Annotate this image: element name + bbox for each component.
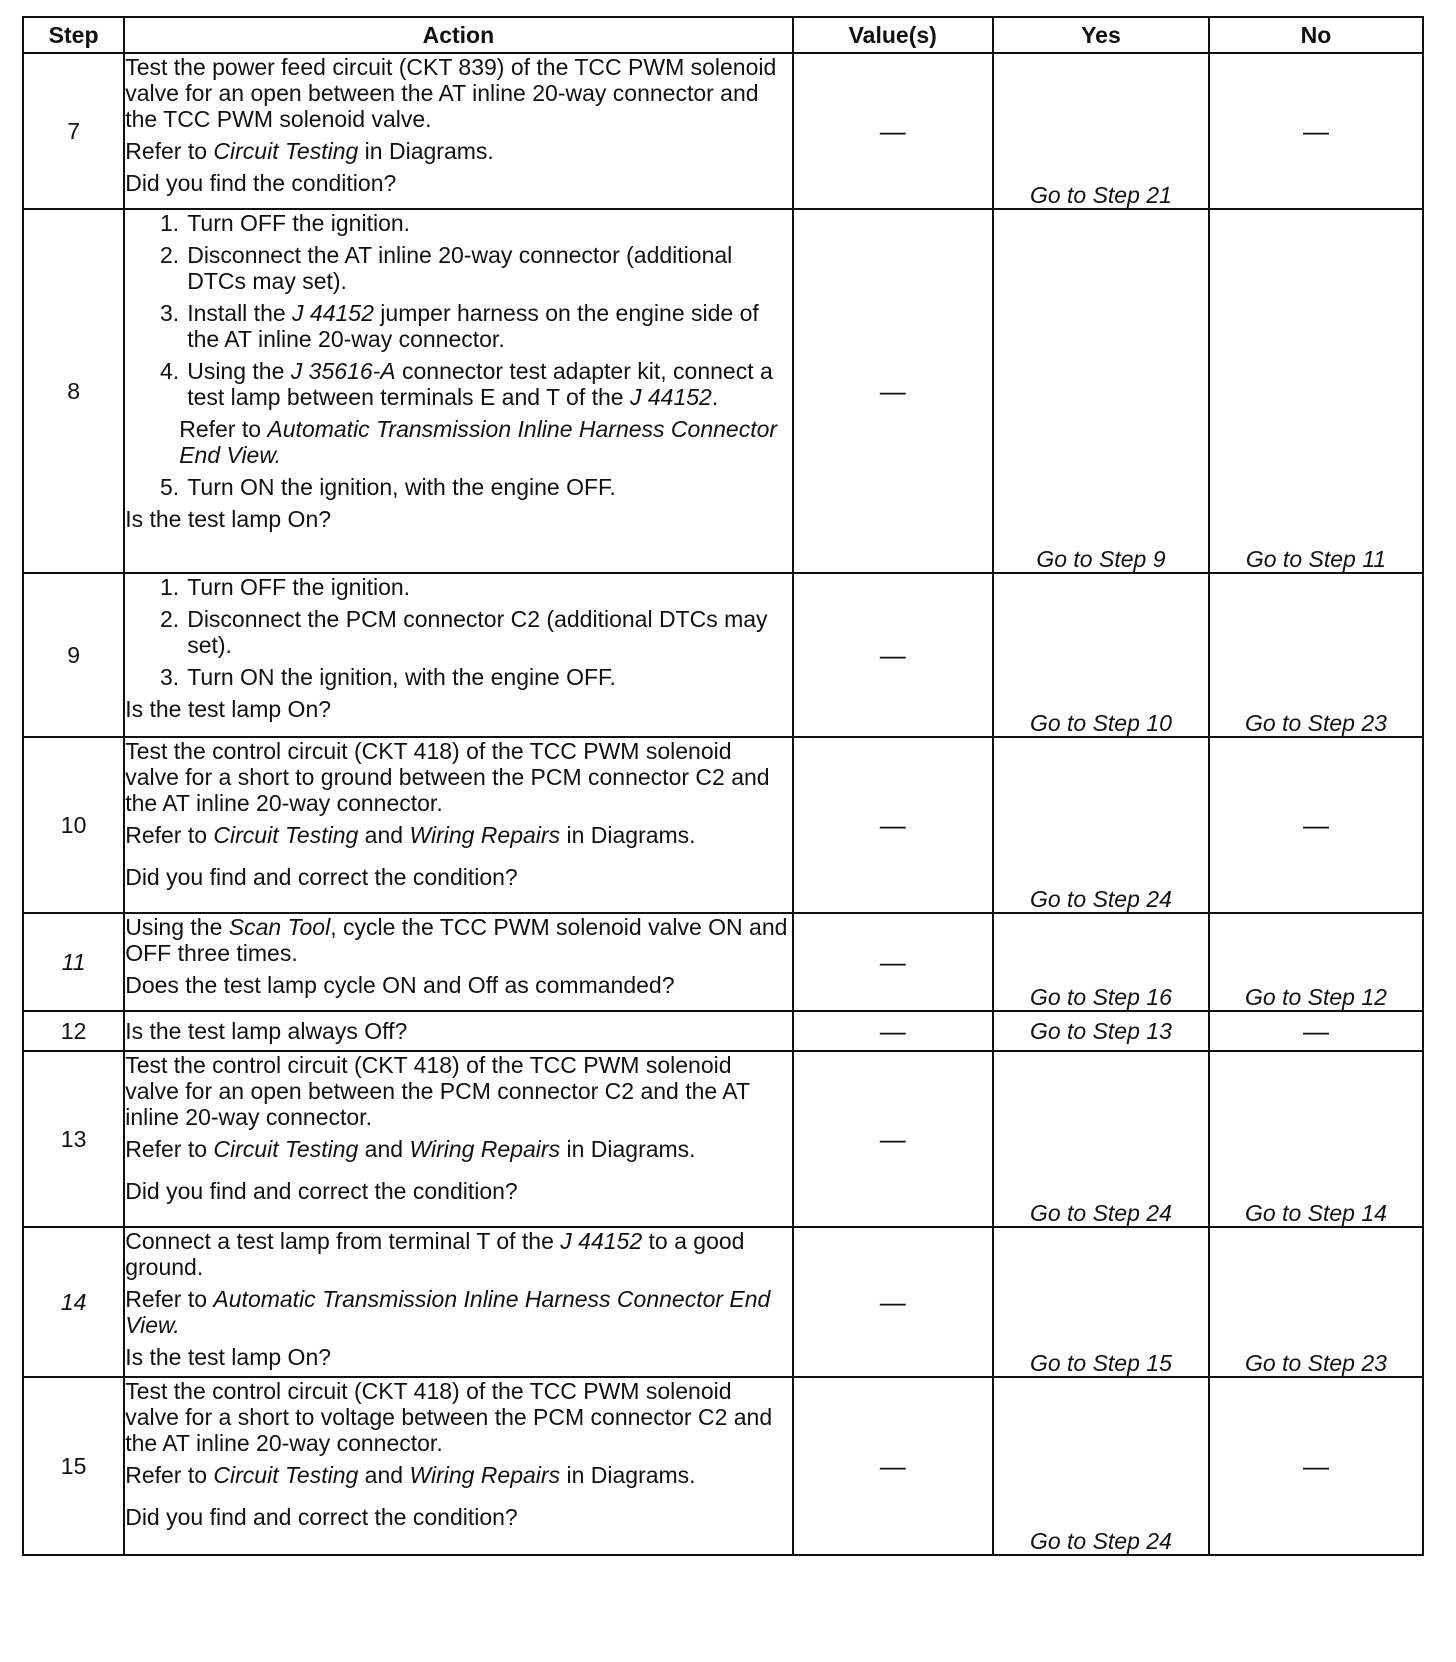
goto-link: Go to Step 23 bbox=[1245, 1350, 1387, 1376]
question-text: Did you find the condition? bbox=[125, 170, 397, 196]
header-values: Value(s) bbox=[793, 17, 993, 53]
step-number: 15 bbox=[23, 1377, 124, 1555]
value-cell: — bbox=[793, 209, 993, 573]
list-item: 1. Turn OFF the ignition. bbox=[160, 210, 411, 236]
no-cell bbox=[1209, 1051, 1423, 1227]
reference-text: Refer to Circuit Testing and Wiring Repairs in Diagrams. bbox=[125, 822, 696, 848]
action-cell bbox=[124, 1011, 792, 1051]
value-cell: — bbox=[793, 1051, 993, 1227]
list-item: 4. Using the J 35616-A connector test adapter kit, connect a test lamp between terminals E and T of the J 44152. bbox=[160, 358, 773, 410]
goto-link: Go to Step 10 bbox=[1029, 710, 1172, 736]
action-cell bbox=[124, 573, 792, 737]
action-text: Test the control circuit (CKT 418) of the TCC PWM solenoid valve for a short to ground between the PCM connector C2 and the AT inline 20-way connector. bbox=[125, 738, 770, 816]
goto-link: Go to Step 14 bbox=[1245, 1200, 1387, 1226]
question-text: Did you find and correct the condition? bbox=[125, 1504, 518, 1530]
goto-link: Go to Step 15 bbox=[1029, 1350, 1172, 1376]
no-cell bbox=[1209, 1227, 1423, 1377]
value-cell: — bbox=[793, 1377, 993, 1555]
goto-link: Go to Step 13 bbox=[1029, 1018, 1172, 1044]
step-number: 10 bbox=[23, 737, 124, 913]
action-cell bbox=[124, 913, 792, 1011]
value-cell: — bbox=[793, 53, 993, 209]
yes-cell bbox=[993, 1377, 1209, 1555]
no-cell bbox=[1209, 573, 1423, 737]
no-cell: — bbox=[1209, 737, 1423, 913]
list-item: 2. Disconnect the PCM connector C2 (additional DTCs may set). bbox=[160, 606, 768, 658]
yes-cell bbox=[993, 573, 1209, 737]
header-no: No bbox=[1209, 17, 1423, 53]
goto-link: Go to Step 23 bbox=[1245, 710, 1387, 736]
action-text: Test the power feed circuit (CKT 839) of the TCC PWM solenoid valve for an open between the AT inline 20-way connector and the TCC PWM solenoid valve. bbox=[125, 54, 777, 132]
table-row bbox=[23, 1011, 1423, 1051]
value-cell: — bbox=[793, 913, 993, 1011]
action-text: Connect a test lamp from terminal T of the J 44152 to a good ground. bbox=[125, 1228, 745, 1280]
list-item: 2. Disconnect the AT inline 20-way connector (additional DTCs may set). bbox=[160, 242, 733, 294]
header-step: Step bbox=[23, 17, 124, 53]
table-row bbox=[23, 209, 1423, 573]
action-steps-list bbox=[125, 210, 791, 500]
no-cell bbox=[1209, 913, 1423, 1011]
question-text: Does the test lamp cycle ON and Off as commanded? bbox=[125, 972, 675, 998]
step-number: 14 bbox=[23, 1227, 124, 1377]
diagnostic-table bbox=[22, 16, 1424, 1556]
table-row bbox=[23, 737, 1423, 913]
reference-text: Refer to Circuit Testing and Wiring Repairs in Diagrams. bbox=[125, 1136, 696, 1162]
list-item: 5. Turn ON the ignition, with the engine OFF. bbox=[160, 474, 616, 500]
action-cell bbox=[124, 209, 792, 573]
goto-link: Go to Step 24 bbox=[1029, 886, 1172, 912]
yes-cell bbox=[993, 1011, 1209, 1051]
action-cell bbox=[124, 1377, 792, 1555]
list-subnote: Refer to Automatic Transmission Inline Harness Connector End View. bbox=[179, 416, 778, 468]
header-yes: Yes bbox=[993, 17, 1209, 53]
value-cell: — bbox=[793, 737, 993, 913]
goto-link: Go to Step 12 bbox=[1245, 984, 1387, 1010]
question-text: Is the test lamp On? bbox=[125, 1344, 332, 1370]
goto-link: Go to Step 11 bbox=[1245, 546, 1387, 572]
step-number: 13 bbox=[23, 1051, 124, 1227]
step-number: 9 bbox=[23, 573, 124, 737]
yes-cell bbox=[993, 1051, 1209, 1227]
yes-cell bbox=[993, 913, 1209, 1011]
action-cell bbox=[124, 737, 792, 913]
table-row bbox=[23, 53, 1423, 209]
step-number: 12 bbox=[23, 1011, 124, 1051]
reference-text: Refer to Automatic Transmission Inline Harness Connector End View. bbox=[125, 1286, 771, 1338]
action-cell bbox=[124, 53, 792, 209]
goto-link: Go to Step 24 bbox=[1029, 1528, 1172, 1554]
step-number: 7 bbox=[23, 53, 124, 209]
reference-text: Refer to Circuit Testing in Diagrams. bbox=[125, 138, 494, 164]
table-row bbox=[23, 1051, 1423, 1227]
table-row bbox=[23, 1227, 1423, 1377]
action-text: Test the control circuit (CKT 418) of the TCC PWM solenoid valve for an open between the PCM connector C2 and the AT inline 20-way connector. bbox=[125, 1052, 750, 1130]
question-text: Is the test lamp On? bbox=[125, 696, 332, 722]
table-row bbox=[23, 913, 1423, 1011]
action-text: Test the control circuit (CKT 418) of the TCC PWM solenoid valve for a short to voltage between the PCM connector C2 and the AT inline 20-way connector. bbox=[125, 1378, 773, 1456]
goto-link: Go to Step 21 bbox=[1029, 182, 1172, 208]
value-cell: — bbox=[793, 573, 993, 737]
value-cell: — bbox=[793, 1227, 993, 1377]
yes-cell bbox=[993, 1227, 1209, 1377]
header-action: Action bbox=[124, 17, 792, 53]
yes-cell bbox=[993, 53, 1209, 209]
table-row bbox=[23, 573, 1423, 737]
action-text: Using the Scan Tool, cycle the TCC PWM solenoid valve ON and OFF three times. bbox=[125, 914, 788, 966]
question-text: Did you find and correct the condition? bbox=[125, 864, 518, 890]
no-cell bbox=[1209, 209, 1423, 573]
no-cell: — bbox=[1209, 1377, 1423, 1555]
yes-cell bbox=[993, 209, 1209, 573]
action-cell bbox=[124, 1227, 792, 1377]
goto-link: Go to Step 16 bbox=[1029, 984, 1172, 1010]
question-text: Is the test lamp always Off? bbox=[125, 1018, 408, 1044]
yes-cell bbox=[993, 737, 1209, 913]
value-cell: — bbox=[793, 1011, 993, 1051]
question-text: Did you find and correct the condition? bbox=[125, 1178, 518, 1204]
header-row bbox=[23, 17, 1423, 53]
goto-link: Go to Step 9 bbox=[1036, 546, 1166, 572]
action-steps-list bbox=[125, 574, 791, 690]
step-number: 11 bbox=[23, 913, 124, 1011]
list-item: 3. Turn ON the ignition, with the engine OFF. bbox=[160, 664, 616, 690]
question-text: Is the test lamp On? bbox=[125, 506, 332, 532]
goto-link: Go to Step 24 bbox=[1029, 1200, 1172, 1226]
reference-text: Refer to Circuit Testing and Wiring Repairs in Diagrams. bbox=[125, 1462, 696, 1488]
no-cell: — bbox=[1209, 1011, 1423, 1051]
list-item: 3. Install the J 44152 jumper harness on the engine side of the AT inline 20-way connector. bbox=[160, 300, 759, 352]
action-cell bbox=[124, 1051, 792, 1227]
no-cell: — bbox=[1209, 53, 1423, 209]
table-row bbox=[23, 1377, 1423, 1555]
step-number: 8 bbox=[23, 209, 124, 573]
list-item: 1. Turn OFF the ignition. bbox=[160, 574, 411, 600]
